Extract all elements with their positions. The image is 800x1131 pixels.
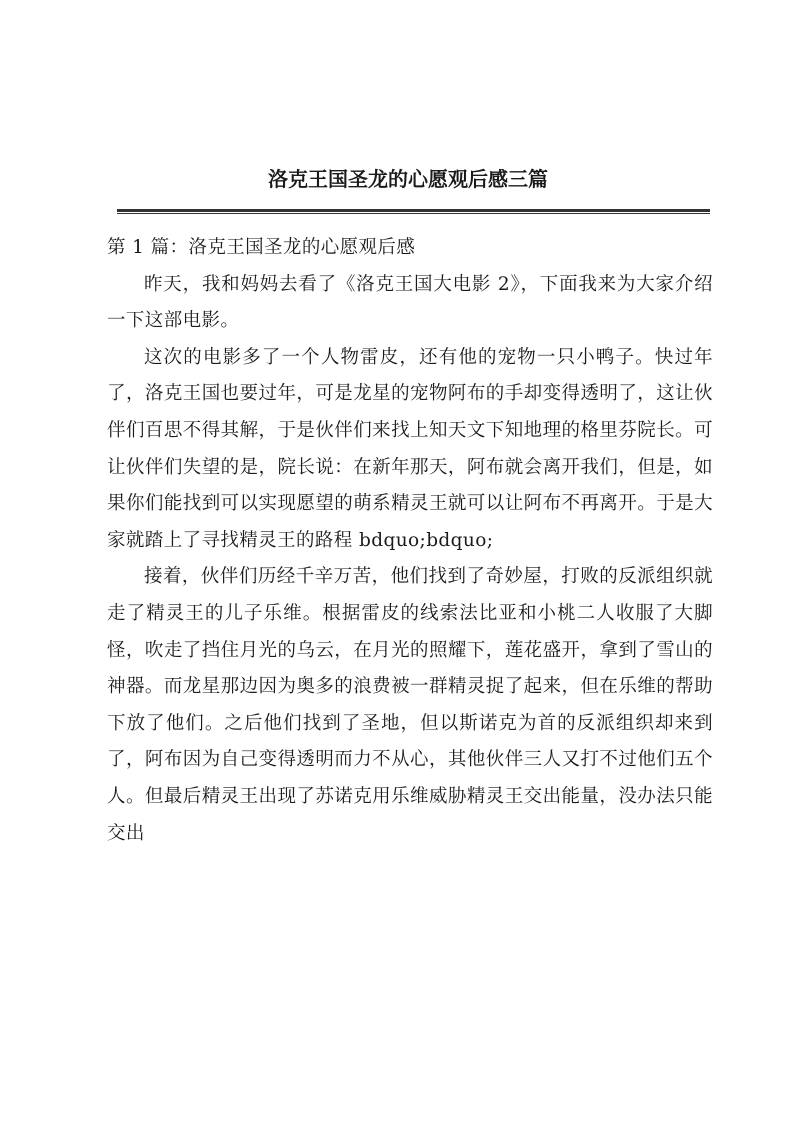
section-heading: 第 1 篇：洛克王国圣龙的心愿观后感 — [107, 237, 416, 258]
document-body — [107, 230, 713, 852]
title-divider — [117, 209, 710, 214]
paragraph-2: 这次的电影多了一个人物雷皮，还有他的宠物一只小鸭子。快过年了，洛克王国也要过年，可是龙星的宠物阿布的手却变得透明了，这让伙伴们百思不得其解，于是伙伴们来找上知天文下知地理的格里芬院长。可让伙伴们失望的是，院长说：在新年那天，阿布就会离开我们，但是，如果你们能找到可以实现愿望的萌系精灵王就可以让阿布不再离开。于是大家就踏上了寻找精灵王的路程 bdquo;bdquo; — [107, 346, 713, 551]
document-title: 洛克王国圣龙的心愿观后感三篇 — [268, 167, 548, 191]
paragraph-3: 接着，伙伴们历经千辛万苦，他们找到了奇妙屋，打败的反派组织就走了精灵王的儿子乐维。根据雷皮的线索法比亚和小桃二人收服了大脚怪，吹走了挡住月光的乌云，在月光的照耀下，莲花盛开，拿到了雪山的神器。而龙星那边因为奥多的浪费被一群精灵捉了起来，但在乐维的帮助下放了他们。之后他们找到了圣地，但以斯诺克为首的反派组织却来到了，阿布因为自己变得透明而力不从心，其他伙伴三人又打不过他们五个人。但最后精灵王出现了苏诺克用乐维威胁精灵王交出能量，没办法只能交出 — [107, 566, 713, 844]
paragraph-1: 昨天，我和妈妈去看了《洛克王国大电影 2》，下面我来为大家介绍一下这部电影。 — [107, 273, 713, 332]
